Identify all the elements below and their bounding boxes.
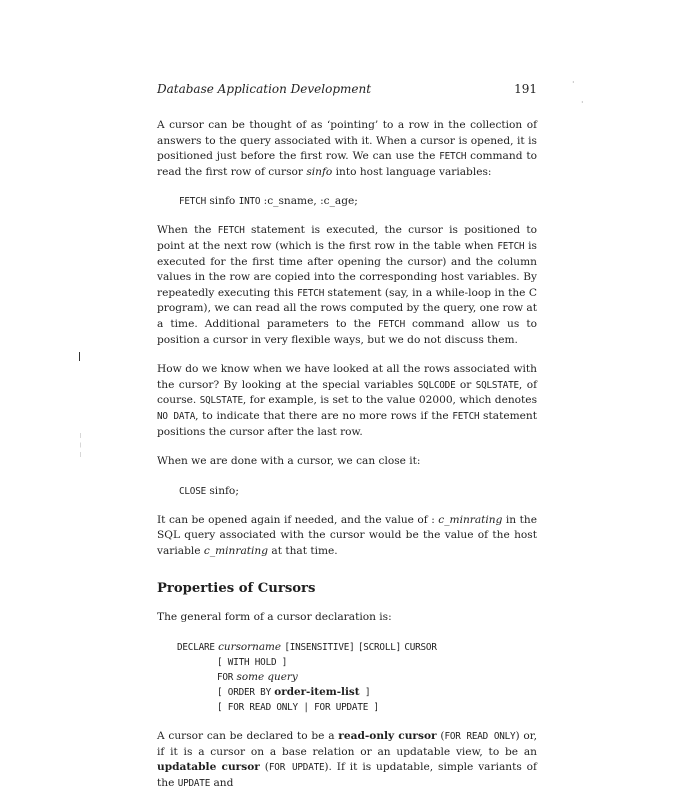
keyword-for: FOR [217, 672, 234, 684]
text-span: or [455, 378, 476, 391]
keyword-with-hold: [ WITH HOLD ] [217, 657, 288, 669]
text-span: at that time. [268, 544, 338, 557]
declaration-line-4 [177, 685, 537, 700]
keyword-insensitive: [INSENSITIVE] [284, 642, 355, 654]
document-page [157, 82, 537, 805]
code-arg: sinfo [206, 195, 239, 208]
cursor-declaration-syntax [177, 640, 537, 715]
keyword-declare: DECLARE [177, 642, 215, 654]
text-span: command to read the first row of cursor [157, 150, 537, 178]
keyword-fetch: FETCH [452, 410, 480, 422]
page-header-title: Database Application Development [157, 82, 372, 96]
declaration-line-3 [177, 670, 537, 685]
text-span: ) or, if it is a cursor on a base relation or an updatable view, to be an [157, 730, 537, 758]
text-span: , of course. [157, 378, 537, 407]
paragraph-read-only-updatable [157, 729, 537, 791]
keyword-fetch: FETCH [179, 196, 206, 208]
keyword-order-by: ORDER BY [227, 687, 271, 699]
text-span: When the [157, 224, 218, 237]
keyword-for-read-only-update: [ FOR READ ONLY | FOR UPDATE ] [217, 702, 379, 714]
keyword-update: UPDATE [177, 777, 211, 789]
term-read-only-cursor: read-only cursor [338, 730, 437, 743]
keyword-fetch: FETCH [439, 151, 467, 163]
keyword-scroll: [SCROLL] [357, 642, 402, 654]
syntax-placeholder: order-item-list [274, 686, 360, 699]
text-span: into host language variables: [332, 165, 492, 178]
text-span: is executed for the first time after opening the cursor) and the column values in the row are copied into the corresponding host variables. By repeatedly executing this [157, 239, 537, 299]
corner-mark: · [572, 78, 575, 87]
keyword-no-data: NO DATA [157, 410, 196, 422]
margin-dotted-mark [80, 433, 81, 457]
paragraph-sqlstate [157, 362, 537, 440]
text-span: in the SQL query associated with the cursor would be the value of the host variable [157, 513, 537, 557]
paragraph-general-form: The general form of a cursor declaration is: [157, 611, 392, 624]
keyword-sqlcode: SQLCODE [417, 379, 456, 391]
keyword-for-read-only: FOR READ ONLY [444, 731, 516, 743]
keyword-fetch: FETCH [377, 318, 405, 330]
syntax-placeholder: some query [236, 671, 298, 684]
declaration-line-1 [177, 640, 537, 655]
host-variable: c_minrating [203, 544, 269, 557]
text-span: A cursor can be thought of as ‘pointing’ to a row in the collection of answers to the query associated with it. When a cursor is opened, it is positioned just before the first row. We can use the [157, 119, 537, 163]
text-span: statement (say, in a while-loop in the C program), we can read all the rows computed by the query, one row at a time. Additional parameters to the [157, 286, 537, 330]
paragraph-fetch-explanation [157, 223, 537, 348]
syntax-bracket: [ [217, 687, 228, 699]
syntax-bracket: ] [359, 687, 371, 699]
text-span: ( [259, 761, 269, 774]
code-close-statement [179, 484, 537, 499]
margin-bar-mark [79, 352, 80, 361]
text-span: How do we know when we have looked at all the rows associated with the cursor? By looking at the special variables [157, 363, 537, 391]
text-span: It can be opened again if needed, and the value of : [157, 513, 439, 526]
section-heading: Properties of Cursors [157, 581, 316, 597]
keyword-cursor: CURSOR [404, 642, 437, 654]
code-arg: sinfo; [206, 484, 239, 497]
text-span: statement is executed, the cursor is positioned to point at the next row (which is the first row in the table when [157, 224, 538, 252]
text-span: and [210, 776, 234, 789]
declaration-line-5 [177, 700, 537, 715]
keyword-for-update: FOR UPDATE [268, 762, 325, 774]
paragraph-reopen [157, 513, 537, 560]
host-variable: c_minrating [438, 513, 503, 526]
text-span: , for example, is set to the value 02000, which denotes [242, 394, 538, 407]
running-head [157, 82, 537, 96]
keyword-fetch: FETCH [217, 225, 245, 237]
text-span: command allow us to position a cursor in very flexible ways, but we do not discuss them. [157, 317, 537, 346]
text-span: , to indicate that there are no more rows if the [195, 409, 453, 422]
paragraph-cursor-intro [157, 118, 537, 180]
corner-dot: · [581, 98, 584, 107]
text-span: ( [436, 730, 445, 743]
paragraph-close-intro: When we are done with a cursor, we can close it: [157, 455, 421, 468]
text-span: statement positions the cursor after the last row. [157, 409, 537, 438]
term-updatable-cursor: updatable cursor [157, 761, 260, 774]
page-number: 191 [514, 82, 537, 96]
keyword-into: INTO [238, 196, 261, 208]
code-fetch-statement [179, 194, 537, 209]
keyword-fetch: FETCH [297, 287, 325, 299]
declaration-line-2 [177, 655, 537, 670]
keyword-sqlstate: SQLSTATE [475, 379, 519, 391]
text-span: ). If it is updatable, simple variants of the [157, 761, 537, 789]
keyword-fetch: FETCH [497, 240, 525, 252]
text-span: A cursor can be declared to be a [157, 730, 339, 743]
keyword-sqlstate: SQLSTATE [199, 395, 243, 407]
code-arg: :c_sname, :c_age; [260, 195, 358, 208]
keyword-close: CLOSE [179, 485, 206, 497]
cursor-name: sinfo [306, 165, 333, 178]
syntax-placeholder: cursorname [218, 641, 282, 654]
